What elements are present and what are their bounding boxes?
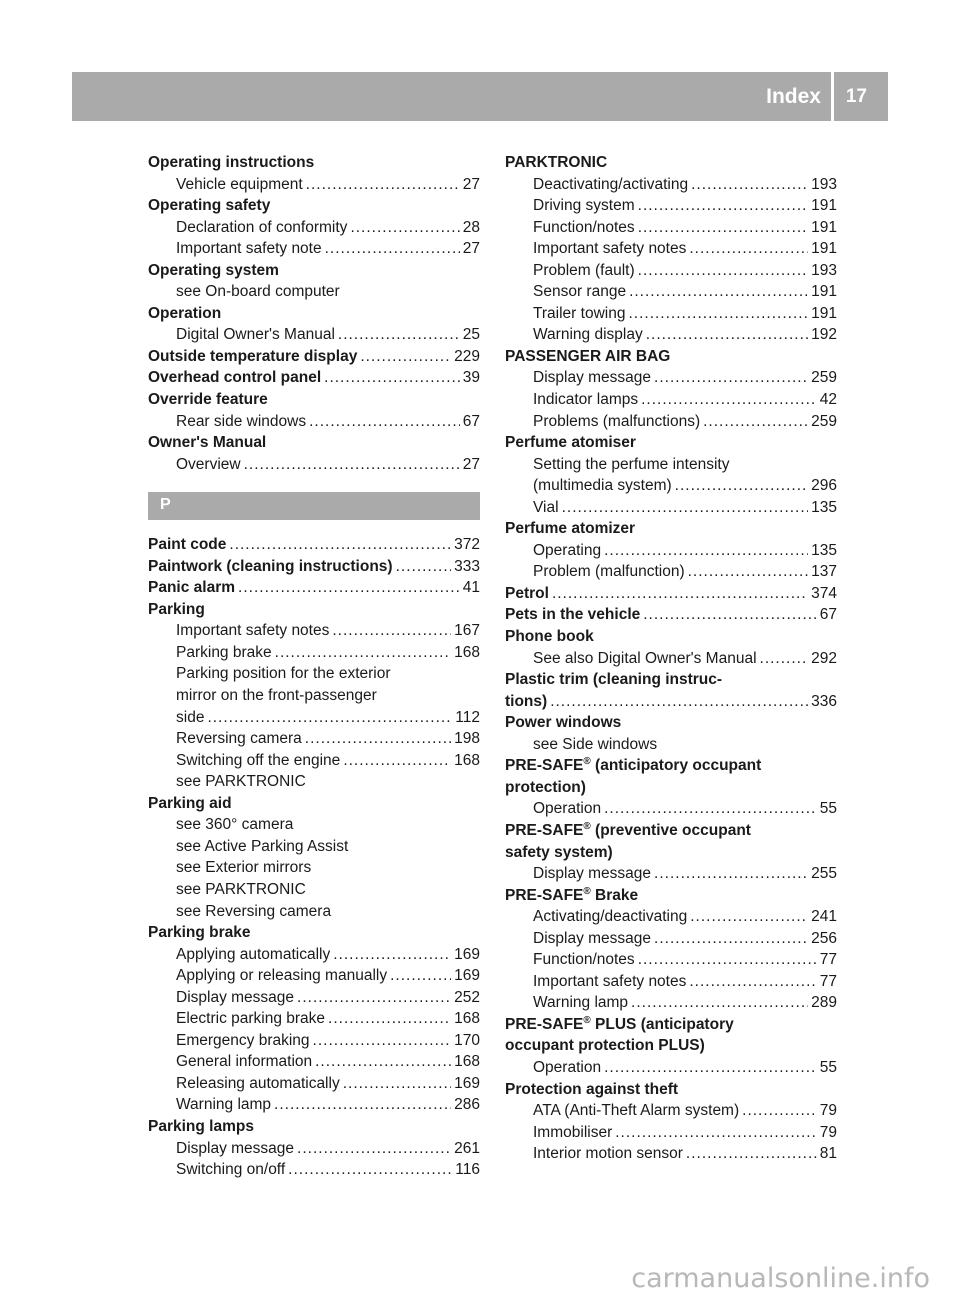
index-entry[interactable]: Overview ..... 27 xyxy=(148,454,480,476)
see-reference[interactable]: see Side windows xyxy=(533,735,658,753)
index-heading: Parking aid xyxy=(148,794,232,812)
index-entry[interactable]: ATA (Anti-Theft Alarm system) ..... 79 xyxy=(505,1100,837,1122)
see-reference[interactable]: see Reversing camera xyxy=(176,902,332,920)
index-entry[interactable]: Vial ..... 135 xyxy=(505,497,837,519)
index-entry[interactable]: Warning lamp ..... 289 xyxy=(505,992,837,1014)
index-heading: Operating instructions xyxy=(148,154,315,171)
index-entry[interactable]: Function/notes ..... 77 xyxy=(505,949,837,971)
index-entry[interactable]: Operation ..... 55 xyxy=(505,798,837,820)
header-title: Index xyxy=(766,85,821,108)
index-entry[interactable]: Paint code ..... 372 xyxy=(148,534,480,556)
index-entry[interactable]: Switching on/off ..... 116 xyxy=(148,1159,480,1181)
index-entry[interactable]: Warning lamp ..... 286 xyxy=(148,1094,480,1116)
index-heading: PRE-SAFE® (anticipatory occupant xyxy=(505,756,762,775)
index-entry[interactable]: Petrol ..... 374 xyxy=(505,583,837,605)
index-entry[interactable]: Display message ..... 252 xyxy=(148,987,480,1009)
index-entry[interactable]: Display message ..... 259 xyxy=(505,367,837,389)
index-heading-cont: safety system) xyxy=(505,843,613,861)
index-entry[interactable]: Deactivating/activating ..... 193 xyxy=(505,174,837,196)
index-entry[interactable]: Display message ..... 261 xyxy=(148,1138,480,1160)
index-entry[interactable]: Problem (fault) ..... 193 xyxy=(505,260,837,282)
section-bar-p xyxy=(148,492,480,520)
index-entry[interactable]: Driving system ..... 191 xyxy=(505,195,837,217)
index-entry[interactable]: Sensor range ..... 191 xyxy=(505,281,837,303)
header-separator xyxy=(831,72,834,121)
index-entry[interactable]: See also Digital Owner's Manual ..... 292 xyxy=(505,648,837,670)
index-entry[interactable]: Switching off the engine ..... 168 xyxy=(148,750,480,772)
index-entry[interactable]: Operation ..... 55 xyxy=(505,1057,837,1079)
index-entry[interactable]: Immobiliser ..... 79 xyxy=(505,1122,837,1144)
index-entry[interactable]: Applying automatically ..... 169 xyxy=(148,944,480,966)
index-heading: Perfume atomiser xyxy=(505,434,636,452)
index-entry[interactable]: Panic alarm ..... 41 xyxy=(148,577,480,599)
watermark: carmanualsonline.info xyxy=(631,1263,930,1294)
index-heading-cont: occupant protection PLUS) xyxy=(505,1037,705,1055)
index-entry[interactable]: Problems (malfunctions) ..... 259 xyxy=(505,411,837,433)
index-entry[interactable]: Display message ..... 256 xyxy=(505,928,837,950)
index-entry[interactable]: Problem (malfunction) ..... 137 xyxy=(505,561,837,583)
index-heading: PARKTRONIC xyxy=(505,154,608,171)
index-heading: Perfume atomizer xyxy=(505,520,636,538)
index-entry[interactable]: Applying or releasing manually ..... 169 xyxy=(148,965,480,987)
index-column-left xyxy=(148,152,480,1181)
index-column-right xyxy=(505,152,837,1165)
section-letter: P xyxy=(160,496,171,514)
index-entry[interactable]: Emergency braking ..... 170 xyxy=(148,1030,480,1052)
index-entry[interactable]: Function/notes ..... 191 xyxy=(505,217,837,239)
index-entry[interactable]: Vehicle equipment ..... 27 xyxy=(148,174,480,196)
index-heading: Parking xyxy=(148,600,205,618)
index-entry[interactable]: side ..... 112 xyxy=(148,707,480,729)
page-header xyxy=(72,72,888,121)
index-entry[interactable]: tions) ..... 336 xyxy=(505,691,837,713)
index-entry[interactable]: Trailer towing ..... 191 xyxy=(505,303,837,325)
index-entry[interactable]: General information ..... 168 xyxy=(148,1051,480,1073)
index-entry-text: Parking position for the exterior xyxy=(176,665,391,683)
index-heading: Parking lamps xyxy=(148,1117,254,1135)
index-heading: Operation xyxy=(148,304,222,322)
index-entry[interactable]: Display message ..... 255 xyxy=(505,863,837,885)
see-reference[interactable]: see On-board computer xyxy=(176,283,340,301)
index-entry[interactable]: Rear side windows ..... 67 xyxy=(148,411,480,433)
index-entry[interactable]: Digital Owner's Manual ..... 25 xyxy=(148,324,480,346)
index-heading: Phone book xyxy=(505,628,594,646)
see-reference[interactable]: see PARKTRONIC xyxy=(176,880,306,898)
index-entry[interactable]: Activating/deactivating ..... 241 xyxy=(505,906,837,928)
index-entry[interactable]: Pets in the vehicle ..... 67 xyxy=(505,604,837,626)
index-heading-cont: protection) xyxy=(505,778,586,796)
see-reference[interactable]: see Active Parking Assist xyxy=(176,837,349,855)
index-entry[interactable]: Important safety note ..... 27 xyxy=(148,238,480,260)
index-heading: Protection against theft xyxy=(505,1080,679,1098)
index-heading: Operating system xyxy=(148,261,279,279)
index-entry[interactable]: Interior motion sensor ..... 81 xyxy=(505,1143,837,1165)
index-entry[interactable]: Operating ..... 135 xyxy=(505,540,837,562)
index-entry[interactable]: Paintwork (cleaning instructions) ..... 333 xyxy=(148,556,480,578)
index-entry[interactable]: Reversing camera ..... 198 xyxy=(148,728,480,750)
see-reference[interactable]: see PARKTRONIC xyxy=(176,773,306,791)
index-heading: Power windows xyxy=(505,714,622,732)
index-entry[interactable]: Warning display ..... 192 xyxy=(505,324,837,346)
index-entry[interactable]: (multimedia system) ..... 296 xyxy=(505,475,837,497)
index-heading: Override feature xyxy=(148,391,268,409)
index-entry-text: Setting the perfume intensity xyxy=(533,455,730,473)
index-entry[interactable]: Electric parking brake ..... 168 xyxy=(148,1008,480,1030)
index-entry[interactable]: Releasing automatically ..... 169 xyxy=(148,1073,480,1095)
index-entry[interactable]: Important safety notes ..... 191 xyxy=(505,238,837,260)
index-entry[interactable]: Important safety notes ..... 167 xyxy=(148,620,480,642)
index-entry-text: mirror on the front-passenger xyxy=(176,687,377,705)
index-heading: Owner's Manual xyxy=(148,434,267,452)
index-heading: Parking brake xyxy=(148,924,251,942)
index-entry[interactable]: Parking brake ..... 168 xyxy=(148,642,480,664)
index-entry[interactable]: Declaration of conformity ..... 28 xyxy=(148,217,480,239)
index-entry[interactable]: Indicator lamps ..... 42 xyxy=(505,389,837,411)
index-heading: Plastic trim (cleaning instruc- xyxy=(505,671,723,689)
page-number: 17 xyxy=(845,86,867,107)
index-entry[interactable]: Overhead control panel ..... 39 xyxy=(148,367,480,389)
index-entry[interactable]: Important safety notes ..... 77 xyxy=(505,971,837,993)
index-entry[interactable]: Outside temperature display ..... 229 xyxy=(148,346,480,368)
index-heading: PRE-SAFE® (preventive occupant xyxy=(505,820,751,839)
index-heading: PRE-SAFE® Brake xyxy=(505,885,639,904)
index-heading: PRE-SAFE® PLUS (anticipatory xyxy=(505,1014,734,1033)
see-reference[interactable]: see 360° camera xyxy=(176,816,294,834)
index-heading: PASSENGER AIR BAG xyxy=(505,347,671,365)
see-reference[interactable]: see Exterior mirrors xyxy=(176,859,312,877)
index-heading: Operating safety xyxy=(148,197,271,215)
